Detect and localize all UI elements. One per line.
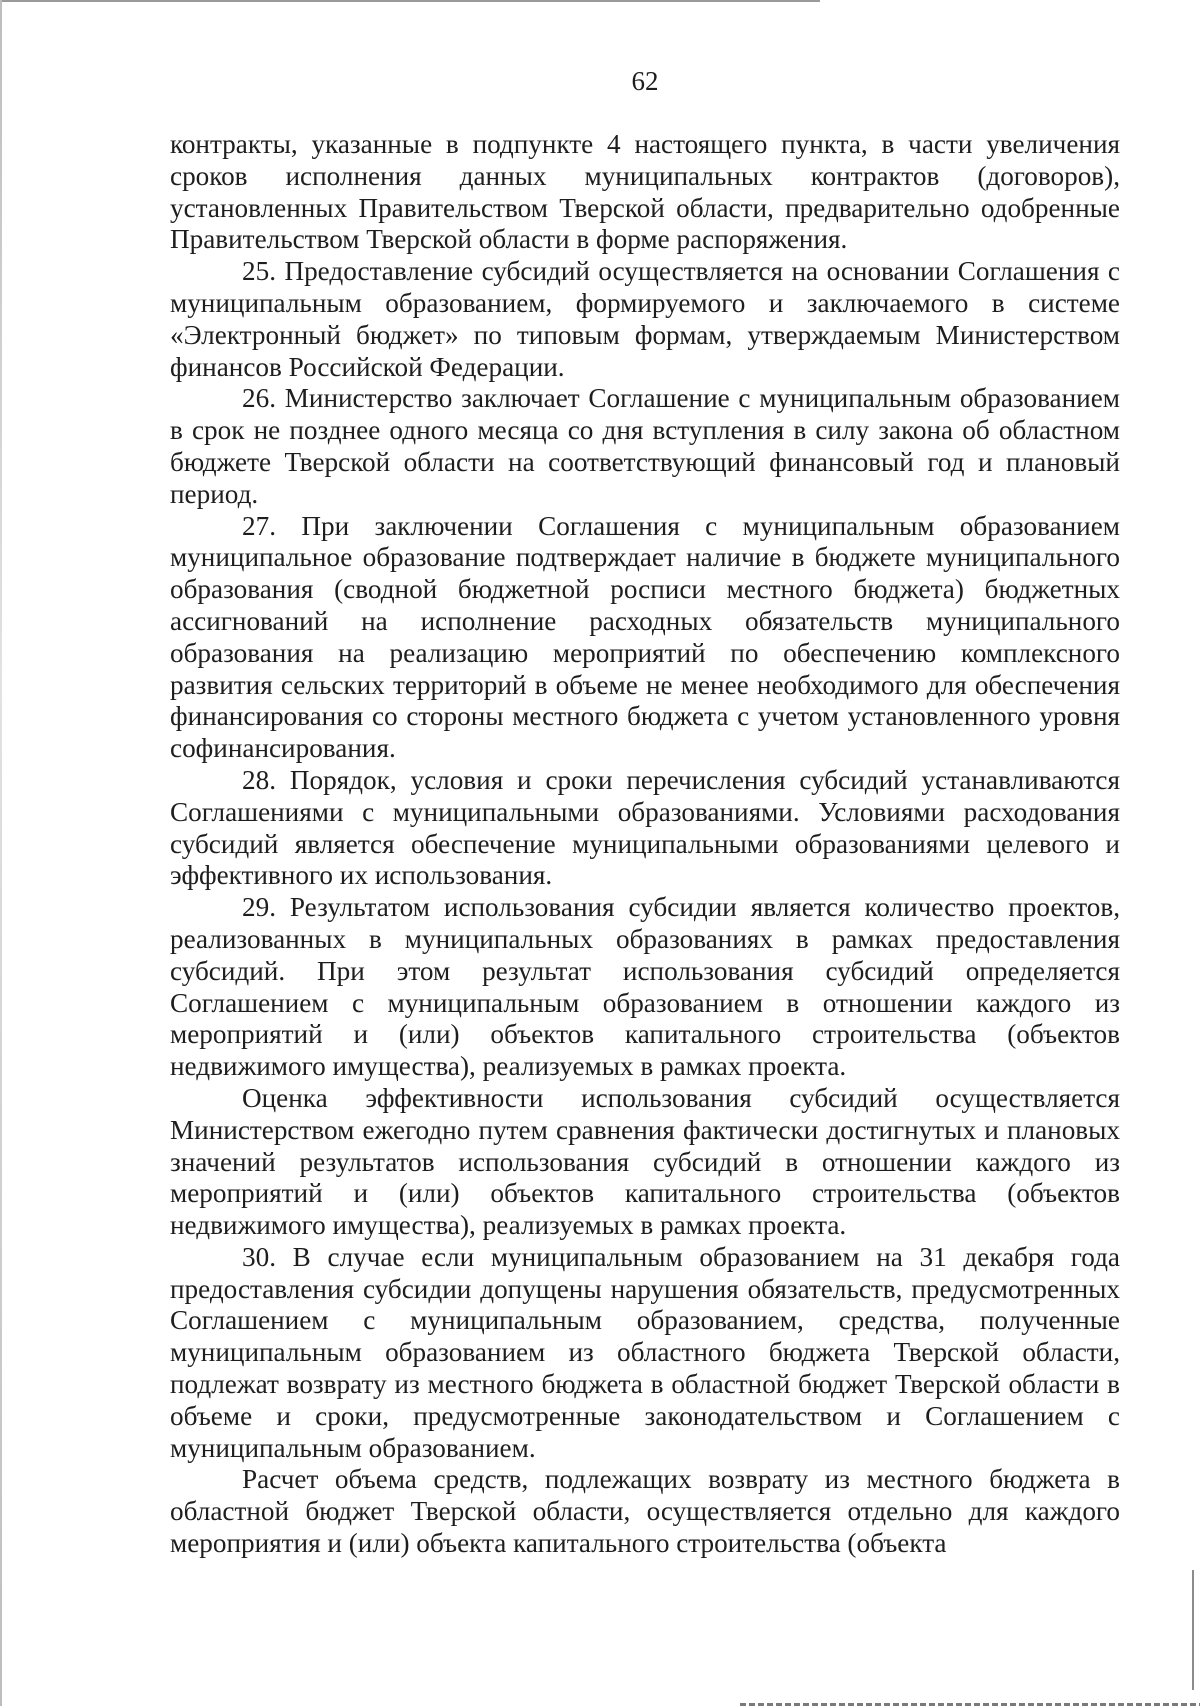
scan-edge-right	[1192, 1570, 1194, 1690]
paragraph-29: 29. Результатом использования субсидии является количество проектов, реализованных в муниципальных образованиях в рамках предоставления субсидий. При этом результат использования субсидий определяется Соглашением с муниципальным образованием в отношении каждого из мероприятий и (или) объектов капитального строительства (объектов недвижимого имущества), реализуемых в рамках проекта.	[170, 892, 1120, 1082]
paragraph-26: 26. Министерство заключает Соглашение с муниципальным образованием в срок не позднее одного месяца со дня вступления в силу закона об областном бюджете Тверской области на соответствующий финансовый год и плановый период.	[170, 383, 1120, 509]
scan-edge-left	[0, 0, 2, 1706]
document-body	[170, 129, 1120, 1560]
paragraph-continuation: контракты, указанные в подпункте 4 настоящего пункта, в части увеличения сроков исполнения данных муниципальных контрактов (договоров), установленных Правительством Тверской области, предварительно одобренные Правительством Тверской области в форме распоряжения.	[170, 129, 1120, 255]
paragraph-30: 30. В случае если муниципальным образованием на 31 декабря года предоставления субсидии допущены нарушения обязательств, предусмотренных Соглашением с муниципальным образованием, средства, полученные муниципальным образованием из областного бюджета Тверской области, подлежат возврату из местного бюджета в областной бюджет Тверской области в объеме и сроки, предусмотренные законодательством и Соглашением с муниципальным образованием.	[170, 1241, 1120, 1463]
paragraph-29-evaluation: Оценка эффективности использования субсидий осуществляется Министерством ежегодно путем сравнения фактически достигнутых и плановых значений результатов использования субсидий в отношении каждого из мероприятий и (или) объектов капитального строительства (объектов недвижимого имущества), реализуемых в рамках проекта.	[170, 1082, 1120, 1241]
scan-edge-top	[0, 0, 820, 2]
paragraph-27: 27. При заключении Соглашения с муниципальным образованием муниципальное образование подтверждает наличие в бюджете муниципального образования (сводной бюджетной росписи местного бюджета) бюджетных ассигнований на исполнение расходных обязательств муниципального образования на реализацию мероприятий по обеспечению комплексного развития сельских территорий в объеме не менее необходимого для обеспечения финансирования со стороны местного бюджета с учетом установленного уровня софинансирования.	[170, 510, 1120, 764]
paragraph-28: 28. Порядок, условия и сроки перечисления субсидий устанавливаются Соглашениями с муниципальными образованиями. Условиями расходования субсидий является обеспечение муниципальными образованиями целевого и эффективного их использования.	[170, 764, 1120, 891]
paragraph-30-calculation: Расчет объема средств, подлежащих возврату из местного бюджета в областной бюджет Тверской области, осуществляется отдельно для каждого мероприятия и (или) объекта капитального строительства (объекта	[170, 1464, 1120, 1559]
paragraph-25: 25. Предоставление субсидий осуществляется на основании Соглашения с муниципальным образованием, формируемого и заключаемого в системе «Электронный бюджет» по типовым формам, утверждаемым Министерством финансов Российской Федерации.	[170, 256, 1120, 382]
page-number: 62	[631, 66, 659, 96]
